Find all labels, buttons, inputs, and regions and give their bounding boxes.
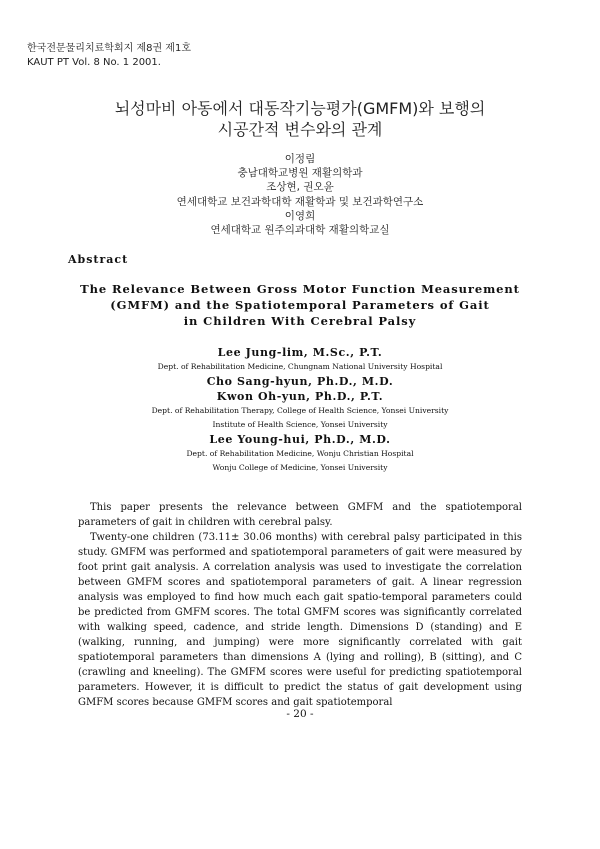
abstract-paragraph: Twenty-one children (73.11± 30.06 months) with cerebral palsy participated in this study. GMFM was performed and spatiotemporal parameters of gait were measured by foot print gait analysis. A correlation analysis was used to investigate the correlation between GMFM scores and spatiotemporal parameters of gait. A linear regression analysis was employed to find how much each gait spatio-temporal parameters could be predicted from GMFM scores. The total GMFM scores was significantly correlated with walking speed, cadence, and stride length. Dimensions D (standing) and E (walking, running, and jumping) were more significantly correlated with gait spatiotemporal parameters than dimensions A (lying and rolling), B (sitting), and C (crawling and kneeling). The GMFM scores were useful for predicting spatiotemporal parameters. However, it is difficult to predict the status of gait development using GMFM scores because GMFM scores and gait spatiotemporal xyxy=(78,532,522,708)
author-affiliation: Wonju College of Medicine, Yonsei University xyxy=(212,463,388,472)
korean-title-line-1: 뇌성마비 아동에서 대동작기능평가(GMFM)와 보행의 xyxy=(114,99,486,118)
author-affiliation: Dept. of Rehabilitation Medicine, Chungnam National University Hospital xyxy=(157,362,443,371)
korean-author-line: 연세대학교 보건과학대학 재활학과 및 보건과학연구소 xyxy=(176,195,424,208)
korean-author-line: 이정림 xyxy=(284,153,316,165)
english-authors xyxy=(0,345,600,475)
korean-author-line: 조상현, 권오윤 xyxy=(266,181,334,194)
abstract-heading: Abstract xyxy=(68,253,129,266)
journal-name-english: KAUT PT Vol. 8 No. 1 2001. xyxy=(27,56,161,68)
korean-author-line: 이영희 xyxy=(284,209,316,222)
author-affiliation: Institute of Health Science, Yonsei University xyxy=(212,420,388,429)
korean-authors xyxy=(0,152,600,237)
english-title-line-1: The Relevance Between Gross Motor Function Measurement xyxy=(80,282,520,296)
author-name: Lee Young-hui, Ph.D., M.D. xyxy=(209,433,391,446)
english-title-line-3: in Children With Cerebral Palsy xyxy=(183,314,417,328)
korean-author-line: 충남대학교병원 재활의학과 xyxy=(237,167,363,180)
author-affiliation: Dept. of Rehabilitation Medicine, Wonju Christian Hospital xyxy=(186,449,414,458)
author-name: Lee Jung-lim, M.Sc., P.T. xyxy=(217,346,383,359)
journal-header xyxy=(27,42,191,69)
korean-title-line-2: 시공간적 변수와의 관계 xyxy=(217,120,383,139)
abstract-paragraph: This paper presents the relevance between GMFM and the spatiotemporal parameters of gait in children with cerebral palsy. xyxy=(78,502,522,528)
page-number: - 20 - xyxy=(286,708,314,720)
english-title xyxy=(0,281,600,329)
author-name: Kwon Oh-yun, Ph.D., P.T. xyxy=(216,390,384,403)
korean-title xyxy=(0,98,600,140)
journal-name-korean: 한국전문물리치료학회지 제8권 제1호 xyxy=(27,43,191,54)
abstract-body xyxy=(78,500,522,710)
author-name: Cho Sang-hyun, Ph.D., M.D. xyxy=(206,375,394,388)
korean-author-line: 연세대학교 원주의과대학 재활의학교실 xyxy=(210,224,390,237)
english-title-line-2: (GMFM) and the Spatiotemporal Parameters of Gait xyxy=(110,298,490,312)
author-affiliation: Dept. of Rehabilitation Therapy, College of Health Science, Yonsei University xyxy=(151,406,449,415)
